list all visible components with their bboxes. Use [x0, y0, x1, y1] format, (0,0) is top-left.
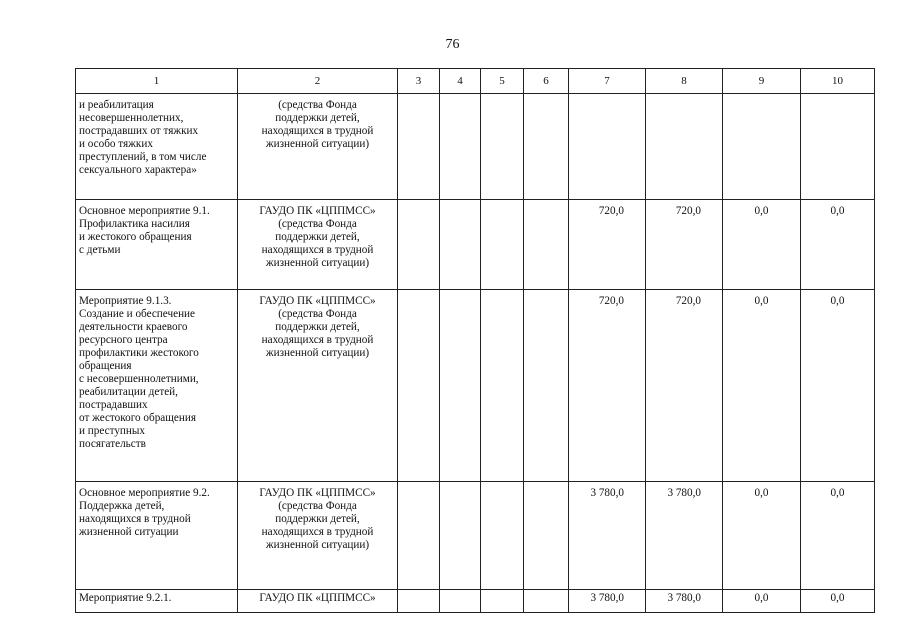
value-cell: 0,0 — [723, 590, 801, 613]
value-cell: 0,0 — [801, 200, 875, 290]
value-cell — [801, 94, 875, 200]
value-cell — [569, 94, 646, 200]
empty-cell — [481, 590, 524, 613]
header-cell: 6 — [524, 69, 569, 94]
empty-cell — [481, 290, 524, 482]
empty-cell — [440, 482, 481, 590]
empty-cell — [398, 94, 440, 200]
empty-cell — [524, 200, 569, 290]
table-row — [76, 94, 875, 200]
empty-cell — [524, 94, 569, 200]
header-cell: 2 — [238, 69, 398, 94]
empty-cell — [440, 290, 481, 482]
empty-cell — [524, 290, 569, 482]
header-cell: 9 — [723, 69, 801, 94]
header-cell: 1 — [76, 69, 238, 94]
value-cell: 720,0 — [569, 200, 646, 290]
activity-cell: и реабилитация несовершеннолетних, пострадавших от тяжких и особо тяжких преступлений, в том числе сексуального характера» — [76, 94, 238, 200]
activity-cell: Основное мероприятие 9.1. Профилактика насилия и жестокого обращения с детьми — [76, 200, 238, 290]
value-cell: 0,0 — [801, 290, 875, 482]
empty-cell — [440, 94, 481, 200]
value-cell: 720,0 — [646, 290, 723, 482]
empty-cell — [398, 200, 440, 290]
value-cell: 3 780,0 — [646, 482, 723, 590]
empty-cell — [524, 590, 569, 613]
table-row — [76, 482, 875, 590]
value-cell: 3 780,0 — [569, 590, 646, 613]
executor-cell: ГАУДО ПК «ЦППМСС» (средства Фонда поддержки детей, находящихся в трудной жизненной ситуации) — [238, 482, 398, 590]
table-row — [76, 590, 875, 613]
value-cell: 720,0 — [569, 290, 646, 482]
empty-cell — [398, 482, 440, 590]
header-row — [76, 69, 875, 94]
value-cell: 0,0 — [801, 482, 875, 590]
header-cell: 10 — [801, 69, 875, 94]
value-cell: 0,0 — [801, 590, 875, 613]
table-row — [76, 200, 875, 290]
empty-cell — [481, 200, 524, 290]
header-cell: 8 — [646, 69, 723, 94]
header-cell: 4 — [440, 69, 481, 94]
page-number: 76 — [445, 37, 460, 52]
budget-table — [75, 68, 875, 613]
value-cell — [723, 94, 801, 200]
value-cell: 0,0 — [723, 290, 801, 482]
empty-cell — [440, 590, 481, 613]
value-cell: 0,0 — [723, 200, 801, 290]
executor-cell: ГАУДО ПК «ЦППМСС» (средства Фонда поддержки детей, находящихся в трудной жизненной ситуации) — [238, 200, 398, 290]
header-cell: 5 — [481, 69, 524, 94]
value-cell: 3 780,0 — [569, 482, 646, 590]
empty-cell — [398, 590, 440, 613]
header-cell: 3 — [398, 69, 440, 94]
empty-cell — [440, 200, 481, 290]
activity-cell: Мероприятие 9.2.1. — [76, 590, 238, 613]
header-cell: 7 — [569, 69, 646, 94]
empty-cell — [481, 482, 524, 590]
executor-cell: (средства Фонда поддержки детей, находящихся в трудной жизненной ситуации) — [238, 94, 398, 200]
activity-cell: Мероприятие 9.1.3. Создание и обеспечение деятельности краевого ресурсного центра профилактики жестокого обращения с несовершеннолетними, реабилитации детей, пострадавших от жестокого обращения и преступных посягательств — [76, 290, 238, 482]
value-cell: 720,0 — [646, 200, 723, 290]
empty-cell — [398, 290, 440, 482]
empty-cell — [524, 482, 569, 590]
empty-cell — [481, 94, 524, 200]
activity-cell: Основное мероприятие 9.2. Поддержка детей, находящихся в трудной жизненной ситуации — [76, 482, 238, 590]
table-row — [76, 290, 875, 482]
value-cell: 0,0 — [723, 482, 801, 590]
executor-cell: ГАУДО ПК «ЦППМСС» — [238, 590, 398, 613]
value-cell: 3 780,0 — [646, 590, 723, 613]
value-cell — [646, 94, 723, 200]
executor-cell: ГАУДО ПК «ЦППМСС» (средства Фонда поддержки детей, находящихся в трудной жизненной ситуации) — [238, 290, 398, 482]
